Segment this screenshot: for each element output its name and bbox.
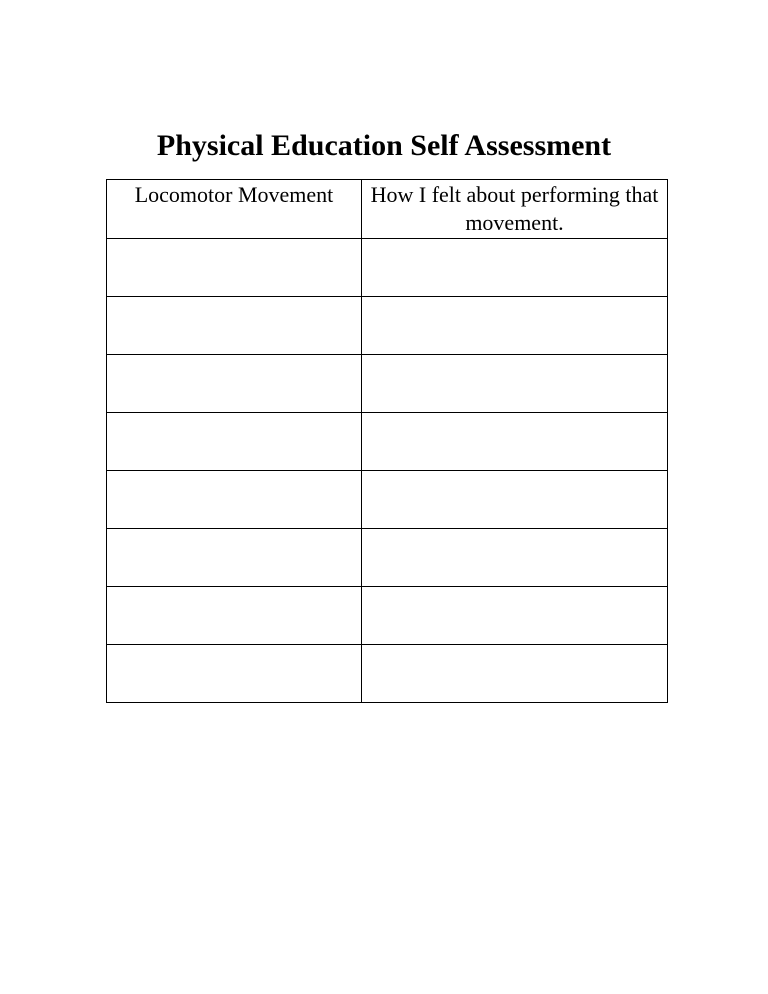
feeling-cell[interactable] <box>362 355 668 413</box>
page-title: Physical Education Self Assessment <box>156 129 612 163</box>
movement-cell[interactable] <box>107 471 362 529</box>
movement-cell[interactable] <box>107 587 362 645</box>
table-row <box>107 645 668 703</box>
assessment-table <box>106 179 668 703</box>
movement-cell[interactable] <box>107 529 362 587</box>
table-row <box>107 355 668 413</box>
table-row <box>107 587 668 645</box>
feeling-cell[interactable] <box>362 587 668 645</box>
movement-cell[interactable] <box>107 355 362 413</box>
header-row <box>107 180 668 239</box>
header-how-i-felt: How I felt about performing that movement. <box>362 180 668 239</box>
feeling-cell[interactable] <box>362 471 668 529</box>
movement-cell[interactable] <box>107 413 362 471</box>
movement-cell[interactable] <box>107 645 362 703</box>
header-locomotor-movement: Locomotor Movement <box>107 180 362 239</box>
feeling-cell[interactable] <box>362 413 668 471</box>
feeling-cell[interactable] <box>362 297 668 355</box>
table-row <box>107 413 668 471</box>
table-row <box>107 297 668 355</box>
movement-cell[interactable] <box>107 297 362 355</box>
table-row <box>107 239 668 297</box>
movement-cell[interactable] <box>107 239 362 297</box>
feeling-cell[interactable] <box>362 529 668 587</box>
table-row <box>107 471 668 529</box>
table-row <box>107 529 668 587</box>
feeling-cell[interactable] <box>362 645 668 703</box>
feeling-cell[interactable] <box>362 239 668 297</box>
